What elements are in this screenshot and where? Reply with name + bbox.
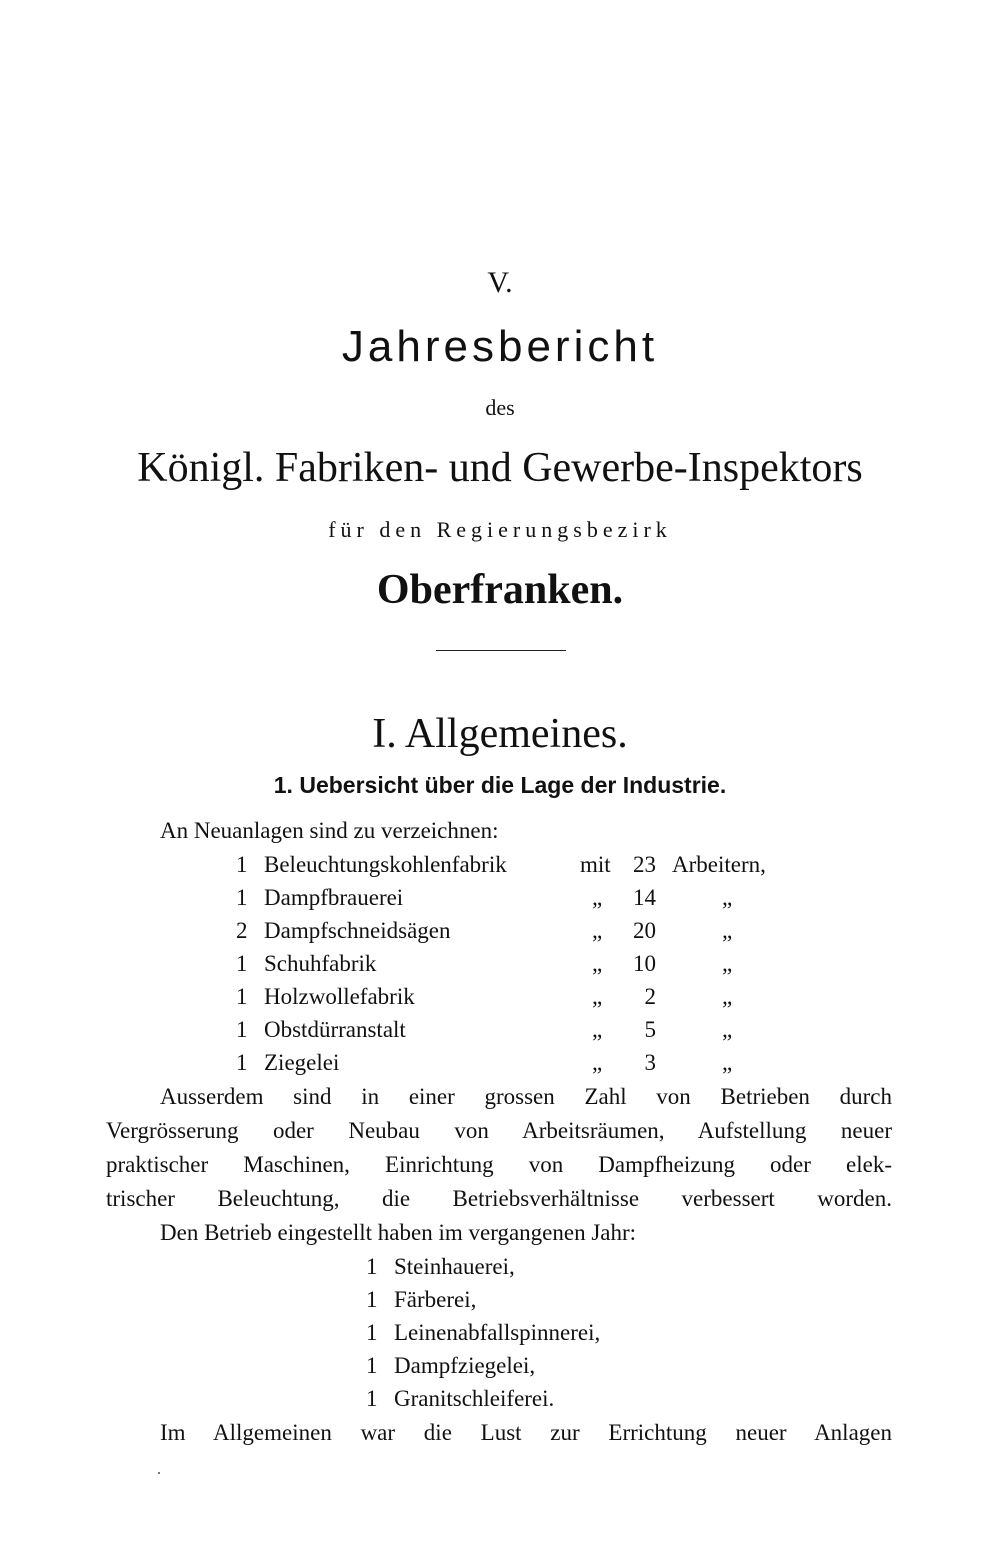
item-quantity: 1 xyxy=(236,852,248,877)
item-name: Granitschleiferei. xyxy=(394,1386,555,1411)
item-ditto: „ xyxy=(592,918,603,943)
item-quantity: 1 xyxy=(366,1254,378,1279)
item-workers: 5 xyxy=(644,1017,656,1042)
item-ditto: „ xyxy=(722,1050,733,1075)
item-name: Holzwollefabrik xyxy=(264,984,415,1009)
item-quantity: 1 xyxy=(236,1050,248,1075)
section-heading: I. Allgemeines. xyxy=(372,711,628,757)
text-line: Vergrösserung oder Neubau von Arbeitsräumen, Aufstellung neuer xyxy=(106,1118,892,1143)
item-ditto: „ xyxy=(592,951,603,976)
list-item xyxy=(366,1353,535,1379)
list-item xyxy=(366,1320,600,1346)
item-quantity: 1 xyxy=(366,1386,378,1411)
item-ditto: „ xyxy=(592,1050,603,1075)
item-quantity: 1 xyxy=(366,1353,378,1378)
item-workers: 14 xyxy=(633,885,656,910)
print-speck xyxy=(158,1472,160,1474)
item-name: Beleuchtungskohlenfabrik xyxy=(264,852,507,877)
item-ditto: „ xyxy=(592,984,603,1009)
closed-intro: Den Betrieb eingestellt haben im vergangenen Jahr: xyxy=(160,1220,637,1245)
item-workers: 2 xyxy=(644,984,656,1009)
item-quantity: 1 xyxy=(366,1287,378,1312)
text-line: praktischer Maschinen, Einrichtung von Dampfheizung oder elek- xyxy=(106,1152,892,1177)
authority-title: Königl. Fabriken- und Gewerbe-Inspektors xyxy=(137,445,863,491)
divider-rule xyxy=(436,650,566,651)
item-name: Färberei, xyxy=(394,1287,477,1312)
item-workers: 23 xyxy=(633,852,656,877)
item-name: Dampfziegelei, xyxy=(394,1353,536,1378)
item-preposition: mit xyxy=(580,852,611,877)
item-ditto: „ xyxy=(722,885,733,910)
item-quantity: 1 xyxy=(236,885,248,910)
item-name: Ziegelei xyxy=(264,1050,340,1075)
district-line: für den Regierungsbezirk xyxy=(328,517,672,542)
item-quantity: 2 xyxy=(236,918,248,943)
region-name: Oberfranken. xyxy=(376,567,624,613)
item-name: Steinhauerei, xyxy=(394,1254,515,1279)
item-quantity: 1 xyxy=(366,1320,378,1345)
text-line: trischer Beleuchtung, die Betriebsverhältnisse verbessert worden. xyxy=(106,1186,892,1211)
list-item xyxy=(366,1386,554,1412)
item-ditto: „ xyxy=(722,1017,733,1042)
item-name: Dampfbrauerei xyxy=(264,885,404,910)
item-unit: Arbeitern, xyxy=(672,852,766,877)
item-ditto: „ xyxy=(722,951,733,976)
list-item xyxy=(366,1287,476,1313)
item-ditto: „ xyxy=(722,984,733,1009)
item-name: Obstdürranstalt xyxy=(264,1017,406,1042)
item-quantity: 1 xyxy=(236,984,248,1009)
item-workers: 10 xyxy=(633,951,656,976)
item-workers: 20 xyxy=(633,918,656,943)
item-ditto: „ xyxy=(722,918,733,943)
item-quantity: 1 xyxy=(236,951,248,976)
item-name: Dampfschneidsägen xyxy=(264,918,451,943)
new-plants-intro: An Neuanlagen sind zu verzeichnen: xyxy=(160,818,499,843)
item-ditto: „ xyxy=(592,1017,603,1042)
item-quantity: 1 xyxy=(236,1017,248,1042)
roman-numeral: V. xyxy=(487,266,513,299)
item-name: Schuhfabrik xyxy=(264,951,377,976)
item-workers: 3 xyxy=(644,1050,656,1075)
text-line: Im Allgemeinen war die Lust zur Errichtung neuer Anlagen xyxy=(160,1420,892,1445)
list-item xyxy=(366,1254,515,1280)
text-line: Ausserdem sind in einer grossen Zahl von Betrieben durch xyxy=(160,1084,892,1109)
item-ditto: „ xyxy=(592,885,603,910)
report-title: Jahresbericht xyxy=(341,322,659,371)
item-name: Leinenabfallspinnerei, xyxy=(394,1320,601,1345)
subsection-heading: 1. Uebersicht über die Lage der Industrie. xyxy=(273,772,727,798)
title-connector: des xyxy=(485,395,515,420)
